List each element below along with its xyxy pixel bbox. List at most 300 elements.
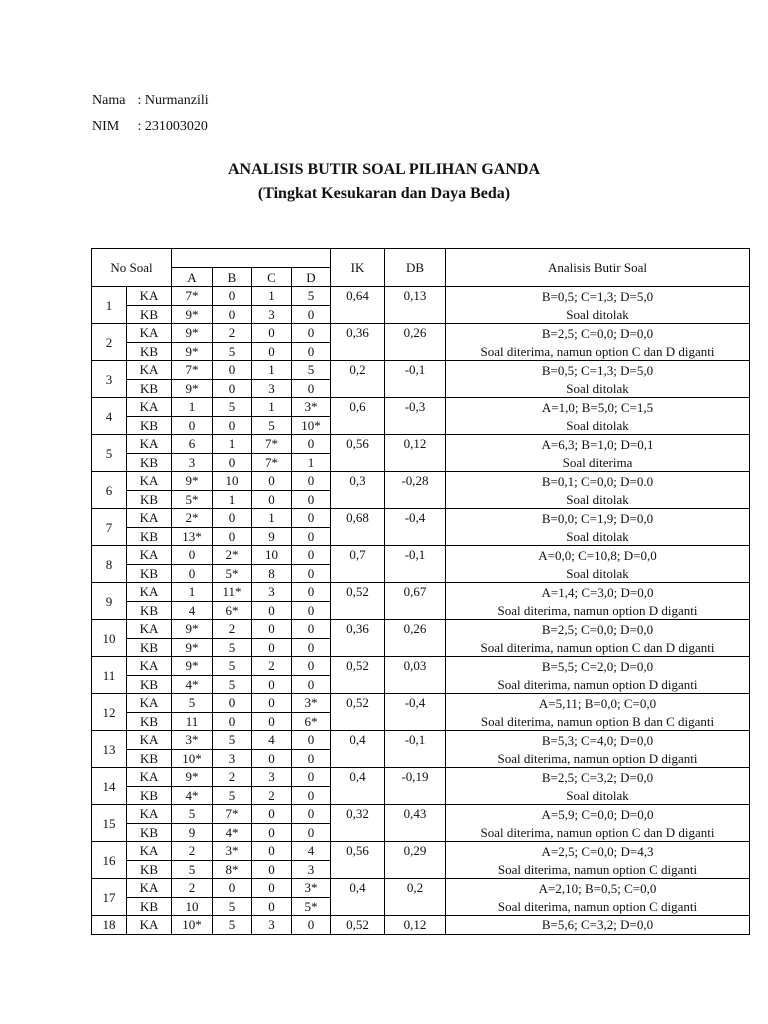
soal-number: 7 — [92, 509, 127, 546]
option-b-count: 0 — [213, 287, 252, 306]
option-a-count: 0 — [172, 546, 213, 565]
option-a-count: 0 — [172, 564, 213, 583]
option-b-count: 5 — [213, 731, 252, 750]
option-a-count: 9* — [172, 305, 213, 324]
analysis-table — [91, 248, 750, 935]
table-row — [92, 324, 750, 343]
analisis-verdict: Soal ditolak — [446, 564, 750, 583]
option-b-count: 0 — [213, 416, 252, 435]
option-d-count: 0 — [292, 490, 331, 509]
header-db: DB — [385, 249, 446, 287]
option-a-count: 3 — [172, 453, 213, 472]
option-c-count: 3 — [252, 768, 292, 787]
table-row — [92, 509, 750, 528]
header-analisis: Analisis Butir Soal — [446, 249, 750, 287]
group-label: KA — [127, 583, 172, 602]
soal-number: 17 — [92, 879, 127, 916]
option-d-count: 0 — [292, 472, 331, 491]
group-label: KB — [127, 860, 172, 879]
db-value: 0,26 — [385, 324, 446, 361]
option-c-count: 0 — [252, 620, 292, 639]
table-row — [92, 435, 750, 454]
analisis-detail: A=2,5; C=0,0; D=4,3 — [446, 842, 750, 861]
soal-number: 9 — [92, 583, 127, 620]
analisis-verdict: Soal diterima, namun option D diganti — [446, 749, 750, 768]
option-b-count: 1 — [213, 435, 252, 454]
option-d-count: 0 — [292, 435, 331, 454]
table-header-row — [92, 249, 750, 268]
option-c-count: 0 — [252, 823, 292, 842]
table-row — [92, 472, 750, 491]
option-c-count: 0 — [252, 490, 292, 509]
analisis-detail: B=0,1; C=0,0; D=0.0 — [446, 472, 750, 491]
option-b-count: 10 — [213, 472, 252, 491]
option-b-count: 0 — [213, 527, 252, 546]
soal-number: 10 — [92, 620, 127, 657]
option-a-count: 2 — [172, 879, 213, 898]
group-label: KB — [127, 490, 172, 509]
option-c-count: 4 — [252, 731, 292, 750]
db-value: -0,4 — [385, 509, 446, 546]
option-b-count: 0 — [213, 712, 252, 731]
option-d-count: 5 — [292, 287, 331, 306]
db-value: 0,03 — [385, 657, 446, 694]
option-a-count: 9* — [172, 638, 213, 657]
option-b-count: 5 — [213, 342, 252, 361]
option-c-count: 0 — [252, 805, 292, 824]
option-b-count: 3* — [213, 842, 252, 861]
option-b-count: 7* — [213, 805, 252, 824]
option-d-count: 0 — [292, 786, 331, 805]
db-value: -0,1 — [385, 546, 446, 583]
option-b-count: 0 — [213, 453, 252, 472]
option-a-count: 9* — [172, 324, 213, 343]
analisis-detail: A=6,3; B=1,0; D=0,1 — [446, 435, 750, 454]
option-b-count: 4* — [213, 823, 252, 842]
analisis-detail: A=1,4; C=3,0; D=0,0 — [446, 583, 750, 602]
option-b-count: 2 — [213, 768, 252, 787]
option-b-count: 11* — [213, 583, 252, 602]
group-label: KB — [127, 638, 172, 657]
db-value: -0,4 — [385, 694, 446, 731]
option-c-count: 0 — [252, 749, 292, 768]
table-row — [92, 620, 750, 639]
option-b-count: 5 — [213, 786, 252, 805]
option-a-count: 11 — [172, 712, 213, 731]
analisis-detail: B=2,5; C=0,0; D=0,0 — [446, 620, 750, 639]
student-nim — [92, 119, 208, 135]
option-d-count: 0 — [292, 324, 331, 343]
group-label: KB — [127, 823, 172, 842]
option-b-count: 1 — [213, 490, 252, 509]
analisis-detail: B=0,5; C=1,3; D=5,0 — [446, 287, 750, 306]
header-options-group — [172, 249, 331, 268]
option-d-count: 3* — [292, 694, 331, 713]
db-value: 0,29 — [385, 842, 446, 879]
analisis-detail: B=5,5; C=2,0; D=0,0 — [446, 657, 750, 676]
option-c-count: 0 — [252, 897, 292, 916]
option-d-count: 6* — [292, 712, 331, 731]
group-label: KA — [127, 287, 172, 306]
option-a-count: 9* — [172, 657, 213, 676]
db-value: -0,3 — [385, 398, 446, 435]
option-b-count: 0 — [213, 694, 252, 713]
analisis-detail: B=0,5; C=1,3; D=5,0 — [446, 361, 750, 380]
option-a-count: 2 — [172, 842, 213, 861]
option-a-count: 4* — [172, 675, 213, 694]
soal-number: 12 — [92, 694, 127, 731]
header-no-soal: No Soal — [92, 249, 172, 287]
soal-number: 5 — [92, 435, 127, 472]
table-row — [92, 657, 750, 676]
option-a-count: 10* — [172, 916, 213, 935]
option-d-count: 0 — [292, 675, 331, 694]
option-c-count: 0 — [252, 860, 292, 879]
option-a-count: 9* — [172, 379, 213, 398]
option-a-count: 9* — [172, 472, 213, 491]
option-a-count: 5 — [172, 860, 213, 879]
analisis-verdict: Soal diterima, namun option D diganti — [446, 601, 750, 620]
table-row — [92, 768, 750, 787]
soal-number: 3 — [92, 361, 127, 398]
option-b-count: 0 — [213, 379, 252, 398]
db-value: -0,1 — [385, 361, 446, 398]
soal-number: 1 — [92, 287, 127, 324]
option-b-count: 5 — [213, 657, 252, 676]
group-label: KA — [127, 731, 172, 750]
nim-value: : 231003020 — [137, 119, 208, 134]
ik-value: 0,56 — [331, 842, 385, 879]
option-b-count: 5 — [213, 398, 252, 417]
group-label: KB — [127, 786, 172, 805]
option-a-count: 6 — [172, 435, 213, 454]
option-d-count: 4 — [292, 842, 331, 861]
ik-value: 0,64 — [331, 287, 385, 324]
option-d-count: 0 — [292, 731, 331, 750]
option-d-count: 0 — [292, 305, 331, 324]
option-d-count: 0 — [292, 583, 331, 602]
option-c-count: 1 — [252, 361, 292, 380]
db-value: -0,1 — [385, 731, 446, 768]
option-d-count: 5 — [292, 361, 331, 380]
group-label: KA — [127, 509, 172, 528]
ik-value: 0,7 — [331, 546, 385, 583]
option-b-count: 5 — [213, 675, 252, 694]
option-c-count: 10 — [252, 546, 292, 565]
option-b-count: 3 — [213, 749, 252, 768]
option-c-count: 3 — [252, 305, 292, 324]
table-row — [92, 916, 750, 935]
analisis-verdict: Soal ditolak — [446, 379, 750, 398]
option-a-count: 2* — [172, 509, 213, 528]
option-d-count: 0 — [292, 564, 331, 583]
nama-label: Nama — [92, 93, 126, 108]
table-row — [92, 398, 750, 417]
group-label: KA — [127, 657, 172, 676]
table-row — [92, 583, 750, 602]
table-row — [92, 546, 750, 565]
table-body — [92, 249, 750, 935]
option-a-count: 9* — [172, 620, 213, 639]
option-c-count: 0 — [252, 601, 292, 620]
group-label: KB — [127, 453, 172, 472]
db-value: 0,2 — [385, 879, 446, 916]
option-d-count: 0 — [292, 546, 331, 565]
db-value: 0,67 — [385, 583, 446, 620]
option-c-count: 7* — [252, 435, 292, 454]
group-label: KB — [127, 527, 172, 546]
analisis-verdict: Soal diterima, namun option C dan D diganti — [446, 638, 750, 657]
soal-number: 13 — [92, 731, 127, 768]
option-d-count: 0 — [292, 342, 331, 361]
option-c-count: 0 — [252, 879, 292, 898]
db-value: 0,12 — [385, 435, 446, 472]
ik-value: 0,4 — [331, 768, 385, 805]
table-row — [92, 805, 750, 824]
option-c-count: 0 — [252, 712, 292, 731]
option-d-count: 0 — [292, 638, 331, 657]
group-label: KA — [127, 546, 172, 565]
group-label: KA — [127, 472, 172, 491]
option-c-count: 1 — [252, 509, 292, 528]
analisis-detail: A=0,0; C=10,8; D=0,0 — [446, 546, 750, 565]
header-option-b: B — [213, 268, 252, 287]
option-a-count: 10 — [172, 897, 213, 916]
group-label: KB — [127, 416, 172, 435]
analisis-verdict: Soal ditolak — [446, 786, 750, 805]
option-d-count: 0 — [292, 768, 331, 787]
analisis-verdict: Soal diterima, namun option C dan D diganti — [446, 823, 750, 842]
group-label: KA — [127, 398, 172, 417]
option-d-count: 0 — [292, 749, 331, 768]
analisis-detail: A=2,10; B=0,5; C=0,0 — [446, 879, 750, 898]
table-row — [92, 879, 750, 898]
ik-value: 0,36 — [331, 324, 385, 361]
option-c-count: 0 — [252, 694, 292, 713]
option-d-count: 3* — [292, 398, 331, 417]
nama-value: : Nurmanzili — [137, 93, 209, 108]
analisis-detail: A=5,11; B=0,0; C=0,0 — [446, 694, 750, 713]
soal-number: 4 — [92, 398, 127, 435]
soal-number: 2 — [92, 324, 127, 361]
ik-value: 0,4 — [331, 879, 385, 916]
option-b-count: 0 — [213, 879, 252, 898]
soal-number: 14 — [92, 768, 127, 805]
document-title: ANALISIS BUTIR SOAL PILIHAN GANDA — [227, 161, 541, 178]
option-d-count: 0 — [292, 379, 331, 398]
analisis-verdict: Soal ditolak — [446, 490, 750, 509]
analisis-detail: B=0,0; C=1,9; D=0,0 — [446, 509, 750, 528]
option-c-count: 7* — [252, 453, 292, 472]
ik-value: 0,52 — [331, 694, 385, 731]
group-label: KB — [127, 379, 172, 398]
table-row — [92, 842, 750, 861]
analisis-verdict: Soal diterima, namun option C diganti — [446, 860, 750, 879]
group-label: KB — [127, 601, 172, 620]
option-b-count: 2 — [213, 324, 252, 343]
analisis-verdict: Soal ditolak — [446, 305, 750, 324]
option-b-count: 6* — [213, 601, 252, 620]
header-option-d: D — [292, 268, 331, 287]
group-label: KA — [127, 324, 172, 343]
group-label: KA — [127, 916, 172, 935]
option-c-count: 8 — [252, 564, 292, 583]
analisis-detail: A=5,9; C=0,0; D=0,0 — [446, 805, 750, 824]
option-a-count: 1 — [172, 583, 213, 602]
option-a-count: 0 — [172, 416, 213, 435]
group-label: KB — [127, 342, 172, 361]
option-c-count: 0 — [252, 842, 292, 861]
option-c-count: 3 — [252, 916, 292, 935]
option-a-count: 9* — [172, 768, 213, 787]
option-c-count: 0 — [252, 342, 292, 361]
group-label: KA — [127, 620, 172, 639]
option-d-count: 3* — [292, 879, 331, 898]
option-c-count: 1 — [252, 287, 292, 306]
option-c-count: 0 — [252, 675, 292, 694]
option-b-count: 5 — [213, 916, 252, 935]
db-value: 0,43 — [385, 805, 446, 842]
option-a-count: 1 — [172, 398, 213, 417]
option-d-count: 3 — [292, 860, 331, 879]
option-b-count: 0 — [213, 361, 252, 380]
soal-number: 8 — [92, 546, 127, 583]
ik-value: 0,68 — [331, 509, 385, 546]
analisis-verdict: Soal diterima, namun option B dan C diganti — [446, 712, 750, 731]
option-a-count: 7* — [172, 361, 213, 380]
group-label: KA — [127, 842, 172, 861]
option-b-count: 5* — [213, 564, 252, 583]
option-b-count: 5 — [213, 897, 252, 916]
analisis-verdict: Soal diterima, namun option D diganti — [446, 675, 750, 694]
ik-value: 0,6 — [331, 398, 385, 435]
table-row — [92, 731, 750, 750]
option-b-count: 0 — [213, 305, 252, 324]
option-d-count: 0 — [292, 527, 331, 546]
option-a-count: 7* — [172, 287, 213, 306]
option-d-count: 1 — [292, 453, 331, 472]
option-b-count: 8* — [213, 860, 252, 879]
group-label: KA — [127, 435, 172, 454]
option-b-count: 0 — [213, 509, 252, 528]
ik-value: 0,4 — [331, 731, 385, 768]
option-c-count: 0 — [252, 638, 292, 657]
analisis-verdict: Soal diterima, namun option C dan D diganti — [446, 342, 750, 361]
analisis-verdict: Soal ditolak — [446, 416, 750, 435]
option-b-count: 2 — [213, 620, 252, 639]
option-a-count: 4 — [172, 601, 213, 620]
group-label: KA — [127, 879, 172, 898]
option-d-count: 0 — [292, 916, 331, 935]
option-b-count: 5 — [213, 638, 252, 657]
header-ik: IK — [331, 249, 385, 287]
option-d-count: 0 — [292, 657, 331, 676]
soal-number: 16 — [92, 842, 127, 879]
group-label: KA — [127, 805, 172, 824]
db-value: 0,26 — [385, 620, 446, 657]
analisis-detail: B=2,5; C=3,2; D=0,0 — [446, 768, 750, 787]
group-label: KB — [127, 712, 172, 731]
ik-value: 0,36 — [331, 620, 385, 657]
nim-label: NIM — [92, 119, 120, 134]
analisis-detail: B=5,3; C=4,0; D=0,0 — [446, 731, 750, 750]
soal-number: 6 — [92, 472, 127, 509]
db-value: 0,12 — [385, 916, 446, 935]
group-label: KB — [127, 897, 172, 916]
option-a-count: 4* — [172, 786, 213, 805]
option-c-count: 5 — [252, 416, 292, 435]
ik-value: 0,32 — [331, 805, 385, 842]
group-label: KB — [127, 749, 172, 768]
option-c-count: 9 — [252, 527, 292, 546]
option-c-count: 3 — [252, 379, 292, 398]
option-c-count: 2 — [252, 786, 292, 805]
student-name — [92, 93, 209, 109]
group-label: KB — [127, 564, 172, 583]
option-d-count: 0 — [292, 601, 331, 620]
ik-value: 0,3 — [331, 472, 385, 509]
option-d-count: 0 — [292, 805, 331, 824]
header-option-c: C — [252, 268, 292, 287]
option-d-count: 10* — [292, 416, 331, 435]
table-row — [92, 361, 750, 380]
option-c-count: 2 — [252, 657, 292, 676]
option-c-count: 0 — [252, 472, 292, 491]
option-a-count: 9* — [172, 342, 213, 361]
db-value: -0,28 — [385, 472, 446, 509]
ik-value: 0,52 — [331, 657, 385, 694]
header-option-a: A — [172, 268, 213, 287]
option-d-count: 0 — [292, 823, 331, 842]
option-c-count: 0 — [252, 324, 292, 343]
option-c-count: 1 — [252, 398, 292, 417]
option-a-count: 13* — [172, 527, 213, 546]
ik-value: 0,52 — [331, 583, 385, 620]
analisis-detail: B=5,6; C=3,2; D=0,0 — [446, 916, 750, 935]
group-label: KB — [127, 675, 172, 694]
db-value: 0,13 — [385, 287, 446, 324]
option-c-count: 3 — [252, 583, 292, 602]
analisis-verdict: Soal ditolak — [446, 527, 750, 546]
option-b-count: 2* — [213, 546, 252, 565]
soal-number: 15 — [92, 805, 127, 842]
analisis-detail: A=1,0; B=5,0; C=1,5 — [446, 398, 750, 417]
group-label: KA — [127, 768, 172, 787]
option-a-count: 9 — [172, 823, 213, 842]
option-a-count: 3* — [172, 731, 213, 750]
group-label: KB — [127, 305, 172, 324]
table-row — [92, 694, 750, 713]
db-value: -0,19 — [385, 768, 446, 805]
table-row — [92, 287, 750, 306]
soal-number: 11 — [92, 657, 127, 694]
ik-value: 0,52 — [331, 916, 385, 935]
option-d-count: 0 — [292, 509, 331, 528]
ik-value: 0,2 — [331, 361, 385, 398]
group-label: KA — [127, 361, 172, 380]
group-label: KA — [127, 694, 172, 713]
analisis-detail: B=2,5; C=0,0; D=0,0 — [446, 324, 750, 343]
option-d-count: 5* — [292, 897, 331, 916]
analisis-verdict: Soal diterima — [446, 453, 750, 472]
option-d-count: 0 — [292, 620, 331, 639]
option-a-count: 5 — [172, 694, 213, 713]
analisis-verdict: Soal diterima, namun option C diganti — [446, 897, 750, 916]
ik-value: 0,56 — [331, 435, 385, 472]
option-a-count: 10* — [172, 749, 213, 768]
option-a-count: 5 — [172, 805, 213, 824]
soal-number: 18 — [92, 916, 127, 935]
